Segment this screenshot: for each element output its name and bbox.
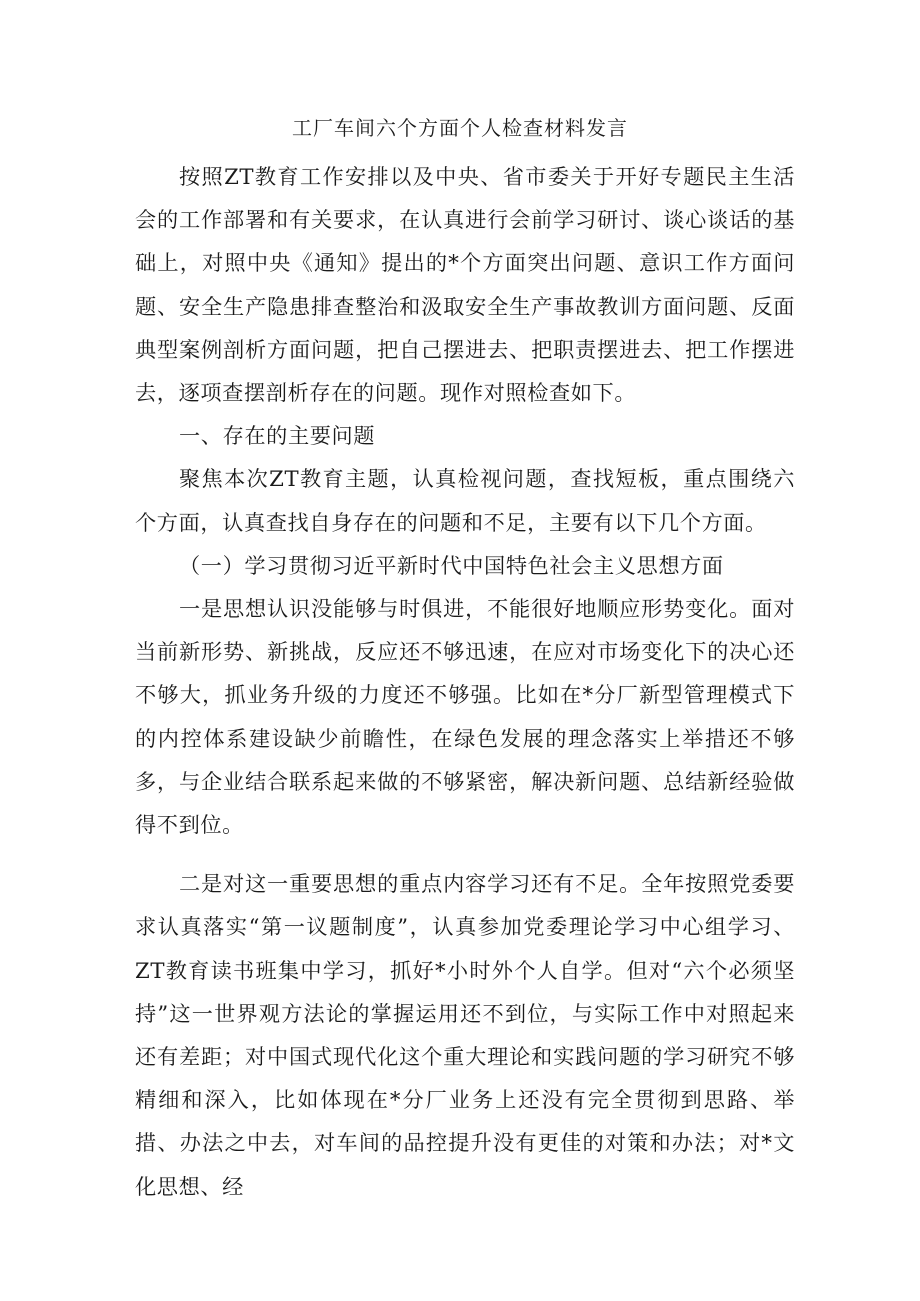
document-body (135, 155, 795, 1208)
section-heading-problems: 一、存在的主要问题 (179, 423, 376, 449)
subsection-heading-study: （一）学习贯彻习近平新时代中国特色社会主义思想方面 (179, 552, 724, 578)
focus-paragraph: 聚焦本次ZT教育主题，认真检视问题，查找短板，重点围绕六个方面，认真查找自身存在的问题和不足，主要有以下几个方面。 (135, 466, 795, 535)
point-one-paragraph: 一是思想认识没能够与时俱进，不能很好地顺应形势变化。面对当前新形势、新挑战，反应还不够迅速，在应对市场变化下的决心还不够大，抓业务升级的力度还不够强。比如在*分厂新型管理模式下的内控体系建设缺少前瞻性，在绿色发展的理念落实上举措还不够多，与企业结合联系起来做的不够紧密，解决新问题、总结新经验做得不到位。 (135, 596, 795, 838)
intro-paragraph: 按照ZT教育工作安排以及中央、省市委关于开好专题民主生活会的工作部署和有关要求，在认真进行会前学习研讨、谈心谈话的基础上，对照中央《通知》提出的*个方面突出问题、意识工作方面问题、安全生产隐患排查整治和汲取安全生产事故教训方面问题、反面典型案例剖析方面问题，把自己摆进去、把职责摆进去、把工作摆进去，逐项查摆剖析存在的问题。现作对照检查如下。 (135, 164, 795, 406)
document-title: 工厂车间六个方面个人检查材料发言 (292, 116, 628, 140)
point-two-paragraph: 二是对这一重要思想的重点内容学习还有不足。全年按照党委要求认真落实“第一议题制度”，认真参加党委理论学习中心组学习、ZT教育读书班集中学习，抓好*小时外个人自学。但对“六个必须坚持”这一世界观方法论的掌握运用还不到位，与实际工作中对照起来还有差距；对中国式现代化这个重大理论和实践问题的学习研究不够精细和深入，比如体现在*分厂业务上还没有完全贯彻到思路、举措、办法之中去，对车间的品控提升没有更佳的对策和办法；对*文化思想、经 (135, 871, 795, 1199)
paragraph-spacer (135, 846, 795, 862)
